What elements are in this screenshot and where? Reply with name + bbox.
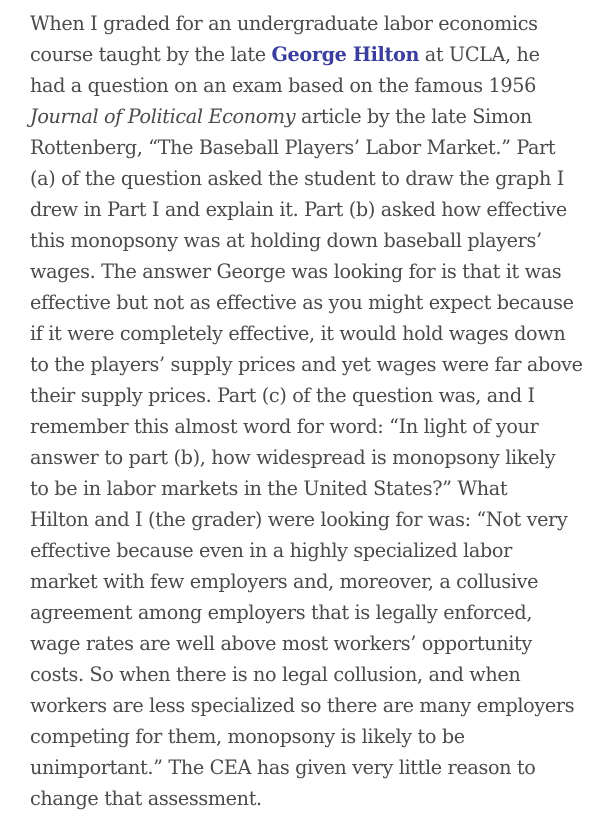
text-line: wages. The answer George was looking for is that it was (30, 260, 562, 283)
text-line: (a) of the question asked the student to draw the graph I (30, 167, 564, 190)
text-line: this monopsony was at holding down baseball players’ (30, 229, 542, 252)
george-hilton-link[interactable]: George Hilton (271, 43, 420, 66)
text-line: answer to part (b), how widespread is monopsony likely (30, 446, 556, 469)
text-line: unimportant.” The CEA has given very little reason to (30, 756, 536, 779)
text-line: effective but not as effective as you might expect because (30, 291, 574, 314)
text-line: to the players’ supply prices and yet wages were far above (30, 353, 583, 376)
text-line: their supply prices. Part (c) of the question was, and I (30, 384, 535, 407)
article-paragraph (30, 8, 583, 814)
text-line (30, 39, 560, 70)
text-line: competing for them, monopsony is likely to be (30, 725, 465, 748)
text-line: When I graded for an undergraduate labor economics (30, 12, 538, 35)
text-line: change that assessment. (30, 787, 262, 810)
text-line: if it were completely effective, it would hold wages down (30, 322, 566, 345)
text-line: effective because even in a highly specialized labor (30, 539, 512, 562)
text-line: remember this almost word for word: “In light of your (30, 415, 539, 438)
text-segment: course taught by the late (30, 43, 272, 66)
text-line: to be in labor markets in the United States?” What (30, 477, 508, 500)
text-line: costs. So when there is no legal collusion, and when (30, 663, 521, 686)
text-line: Hilton and I (the grader) were looking for was: “Not very (30, 508, 568, 531)
journal-title: Journal of Political Economy (30, 105, 296, 128)
text-line: had a question on an exam based on the famous 1956 (30, 74, 536, 97)
text-line: Rottenberg, “The Baseball Players’ Labor Market.” Part (30, 136, 556, 159)
text-line (30, 101, 560, 132)
text-line: market with few employers and, moreover, a collusive (30, 570, 539, 593)
text-line: drew in Part I and explain it. Part (b) asked how effective (30, 198, 567, 221)
text-line: workers are less specialized so there are many employers (30, 694, 575, 717)
text-segment: article by the late Simon (295, 105, 532, 128)
text-line: wage rates are well above most workers’ opportunity (30, 632, 532, 655)
text-line: agreement among employers that is legally enforced, (30, 601, 533, 624)
text-segment: at UCLA, he (419, 43, 540, 66)
